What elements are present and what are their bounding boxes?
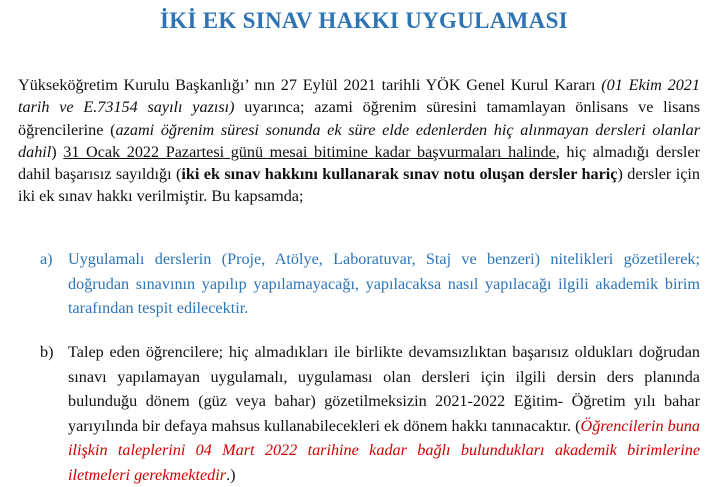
list-item-b	[40, 340, 700, 487]
intro-scope-italic: azami öğrenim süresi sonunda ek süre elde edenlerden hiç alınmayan dersleri olanlar dahil	[18, 120, 700, 161]
intro-text-4: , hiç almadığı dersler dahil başarısız sayıldığı (	[18, 142, 700, 184]
intro-deadline-underlined: 31 Ocak 2022 Pazartesi günü mesai bitimine kadar başvurmaları halinde	[63, 142, 556, 161]
document-title: İKİ EK SINAV HAKKI UYGULAMASI	[160, 8, 568, 33]
intro-reference-italic: (01 Ekim 2021 tarih ve E.73154 sayılı yazısı)	[18, 76, 700, 117]
item-b-deadline-note: Öğrencilerin buna ilişkin taleplerini 04 Mart 2022 tarihine kadar bağlı bulundukları akademik birimlerine iletmeleri gerekmektedir	[68, 416, 700, 484]
item-a-label: a)	[40, 250, 53, 268]
intro-text-1: Yükseköğretim Kurulu Başkanlığı’ nın 27 Eylül 2021 tarihli YÖK Genel Kurul Kararı	[18, 76, 602, 94]
item-b-body	[68, 340, 700, 487]
item-b-text: Talep eden öğrencilere; hiç almadıkları ile birlikte devamsızlıktan başarısız oldukları doğrudan sınavı yapılamayan uygulamalı, uygulaması olan dersleri için ilgili dersin ders planında bulunduğu dönem (güz veya bahar) gözetilmeksizin 2021-2022 Eğitim- Öğretim yılı bahar yarıyılında bir defaya mahsus kullanabilecekleri ek dönem hakkı tanınacaktır. (	[68, 343, 700, 435]
intro-paragraph	[18, 74, 700, 208]
item-b-label: b)	[40, 343, 54, 361]
item-a-text: Uygulamalı derslerin (Proje, Atölye, Laboratuvar, Staj ve benzeri) nitelikleri gözetilerek; doğrudan sınavının yapılıp yapılamayacağı, yapılacaksa nasıl yapılacağı ilgili akademik birim tarafından tespit edilecektir.	[68, 250, 700, 317]
item-b-end: .)	[226, 465, 236, 484]
intro-text-2: uyarınca; azami öğrenim süresini tamamlayan önlisans ve lisans öğrencilerine (	[18, 98, 700, 139]
intro-text-3: )	[51, 142, 64, 161]
list-item-a	[40, 247, 700, 321]
intro-exception-bold: iki ek sınav hakkını kullanarak sınav notu oluşan dersler hariç	[181, 165, 618, 184]
intro-text-5: ) dersler için iki ek sınav hakkı verilmiştir. Bu kapsamda;	[18, 165, 700, 206]
